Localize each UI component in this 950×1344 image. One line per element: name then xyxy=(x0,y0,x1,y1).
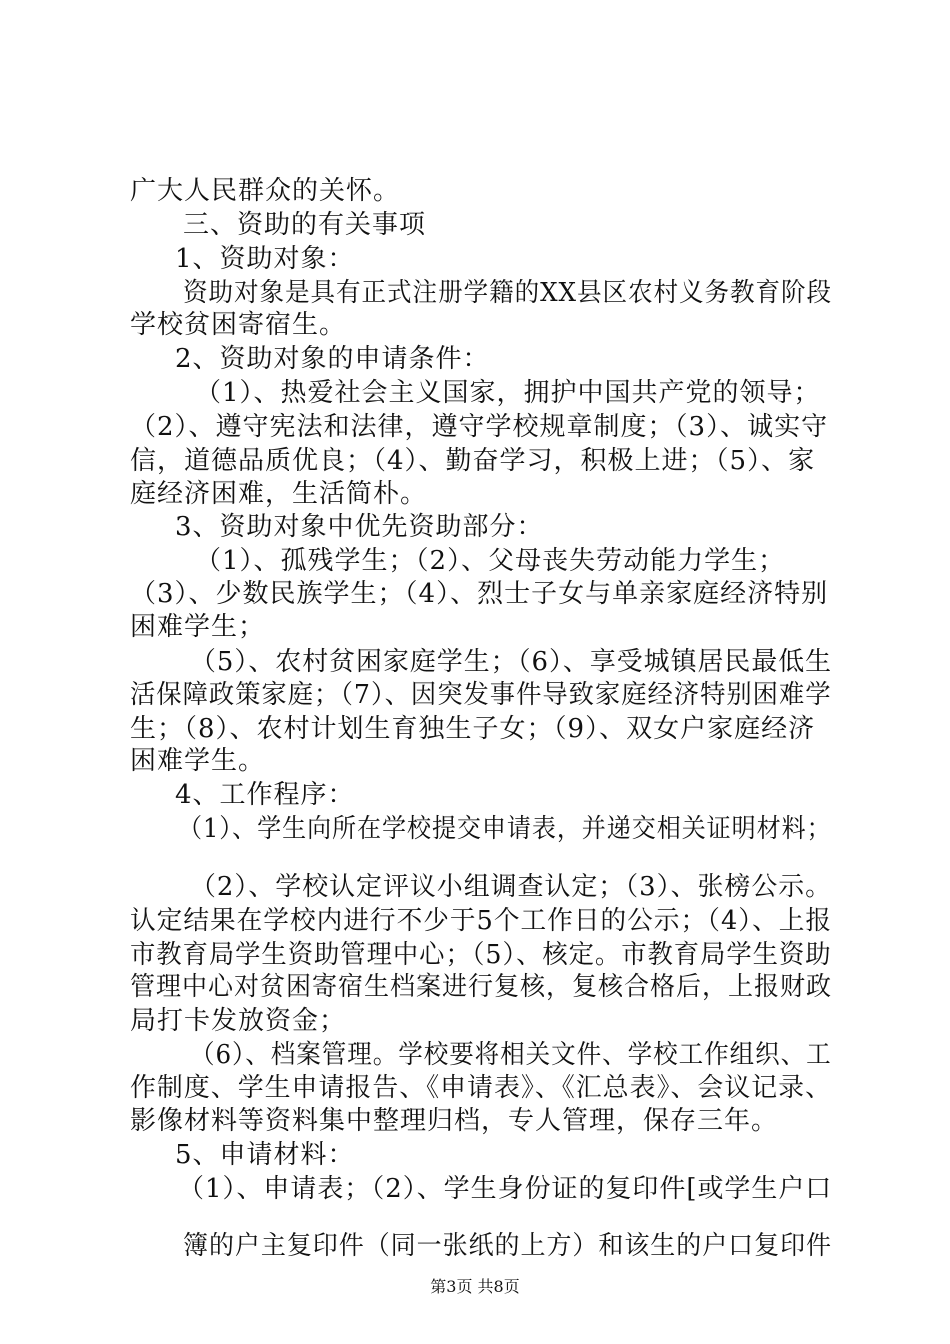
text-line-30: （1）、申请表；（2）、学生身份证的复印件[或学生户口 xyxy=(178,1174,833,1204)
subsection-heading-3: 3、资助对象中优先资助部分： xyxy=(175,512,544,542)
text-line-1: 广大人民群众的关怀。 xyxy=(130,176,401,206)
text-line-27: 作制度、学生申请报告、《申请表》、《汇总表》、会议记录、 xyxy=(130,1073,833,1103)
text-line-14: 困难学生； xyxy=(130,612,266,642)
text-line-20: （1）、学生向所在学校提交申请表，并递交相关证明材料； xyxy=(178,814,832,844)
text-line-17: 生；（8）、农村计划生育独生子女；（9）、双女户家庭经济 xyxy=(130,714,816,744)
text-line-5: 学校贫困寄宿生。 xyxy=(130,310,347,340)
text-line-16: 活保障政策家庭；（7）、因突发事件导致家庭经济特别困难学 xyxy=(130,680,832,710)
subsection-heading-1: 1、资助对象： xyxy=(175,244,355,274)
text-line-22: 认定结果在学校内进行不少于5个工作日的公示；（4）、上报 xyxy=(130,906,833,936)
text-line-12: （1）、孤残学生；（2）、父母丧失劳动能力学生； xyxy=(195,546,786,576)
subsection-heading-2: 2、资助对象的申请条件： xyxy=(175,344,490,374)
text-line-8: （2）、遵守宪法和法律，遵守学校规章制度；（3）、诚实守 xyxy=(130,412,829,442)
text-line-24: 管理中心对贫困寄宿生档案进行复核，复核合格后，上报财政 xyxy=(130,972,833,1002)
subsection-heading-4: 4、工作程序： xyxy=(175,780,355,810)
text-line-31: 簿的户主复印件（同一张纸的上方）和该生的户口复印件 xyxy=(183,1231,833,1261)
text-line-23: 市教育局学生资助管理中心；（5）、核定。市教育局学生资助 xyxy=(130,940,832,970)
text-line-26: （6）、档案管理。学校要将相关文件、学校工作组织、工 xyxy=(190,1040,832,1070)
text-line-4: 资助对象是具有正式注册学籍的XX县区农村义务教育阶段 xyxy=(183,278,833,308)
text-line-25: 局打卡发放资金； xyxy=(130,1006,347,1036)
text-line-13: （3）、少数民族学生；（4）、烈士子女与单亲家庭经济特别 xyxy=(130,579,829,609)
text-line-7: （1）、热爱社会主义国家，拥护中国共产党的领导； xyxy=(195,378,821,408)
section-heading: 三、资助的有关事项 xyxy=(183,210,427,240)
text-line-28: 影像材料等资料集中整理归档，专人管理，保存三年。 xyxy=(130,1106,779,1136)
text-line-10: 庭经济困难，生活简朴。 xyxy=(130,479,428,509)
subsection-heading-5: 5、申请材料： xyxy=(175,1140,355,1170)
text-line-18: 困难学生。 xyxy=(130,746,266,776)
text-line-9: 信，道德品质优良；（4）、勤奋学习，积极上进；（5）、家 xyxy=(130,446,816,476)
text-line-21: （2）、学校认定评议小组调查认定；（3）、张榜公示。 xyxy=(190,872,833,902)
text-line-15: （5）、农村贫困家庭学生；（6）、享受城镇居民最低生 xyxy=(190,647,833,677)
page-number-footer: 第3页 共8页 xyxy=(430,1277,520,1296)
